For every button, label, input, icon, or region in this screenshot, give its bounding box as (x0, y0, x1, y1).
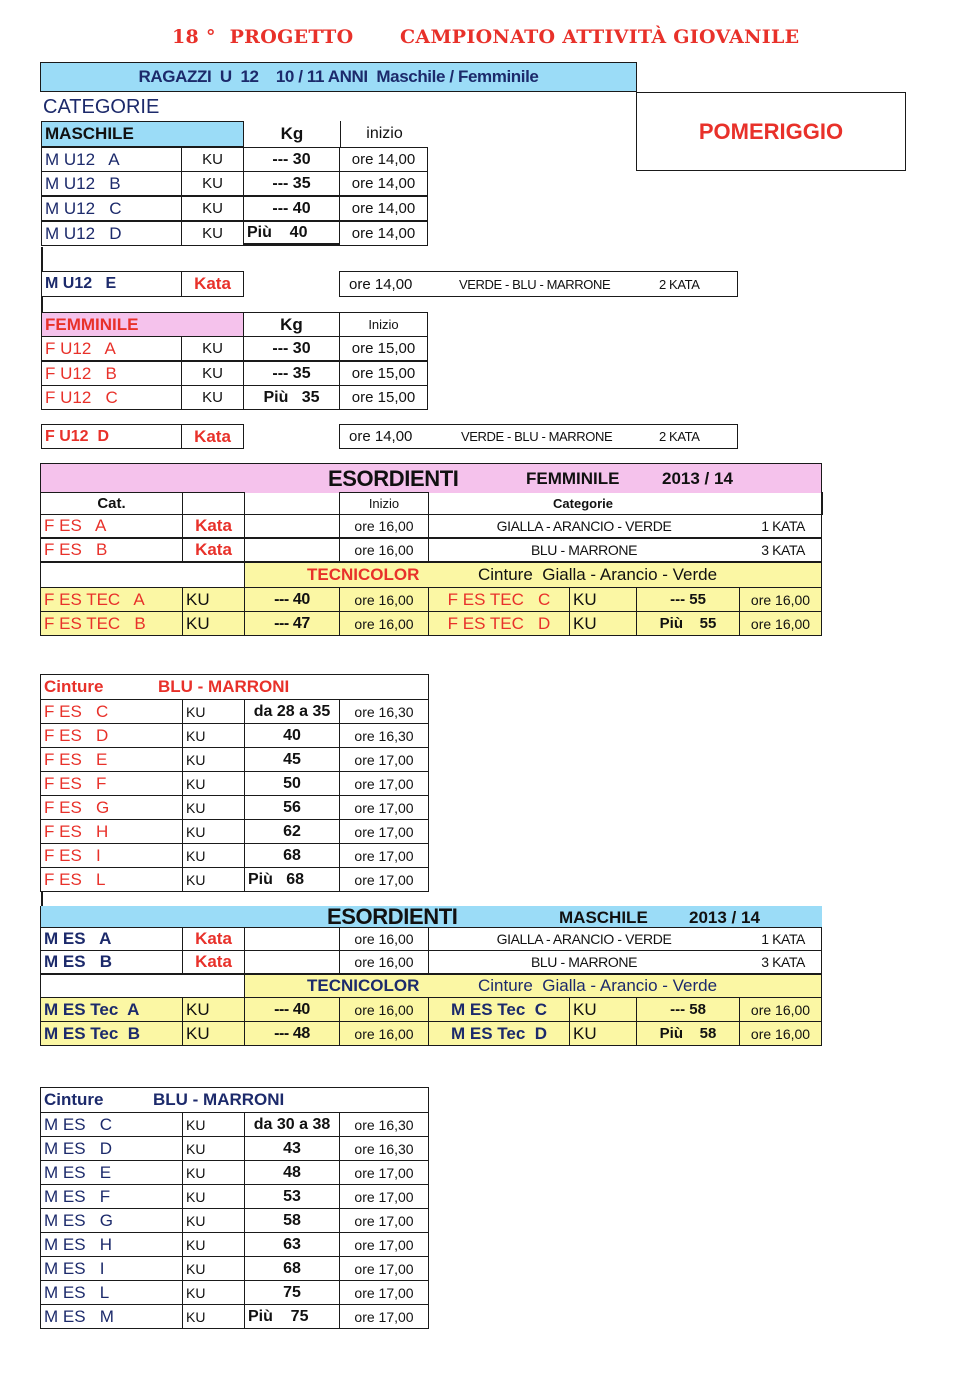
kg-cell: 75 (244, 1280, 340, 1305)
type-cell: KU (182, 1208, 245, 1233)
start-cell: ore 16,00 (739, 1021, 822, 1046)
kg-cell: 62 (244, 819, 340, 844)
type-cell: KU (182, 1184, 245, 1209)
empty-cell (244, 538, 340, 562)
start-cell: ore 16,00 (339, 1021, 429, 1046)
category-cell: M ES B (40, 950, 183, 974)
type-cell: KU (181, 221, 244, 246)
type-cell: Kata (181, 271, 244, 297)
start-cell: ore 17,00 (339, 819, 429, 844)
kata-details (428, 927, 822, 951)
category-cell: F ES C (40, 699, 183, 724)
start-cell: ore 16,00 (339, 538, 429, 562)
tecnicolor-label: TECNICOLOR (307, 976, 420, 995)
gender-label: FEMMINILE (526, 468, 620, 488)
category-cell: F ES TEC A (40, 587, 183, 612)
kg-cell: --- 58 (636, 997, 740, 1022)
kg-cell: Più 40 (243, 221, 340, 246)
belts-cell: VERDE - BLU - MARRONE (459, 276, 611, 292)
kg-cell: Più 68 (244, 867, 340, 892)
category-cell: M U12 C (41, 196, 182, 221)
type-cell: KU (181, 385, 244, 410)
type-cell: KU (182, 611, 245, 636)
start-cell: ore 16,30 (339, 723, 429, 748)
kg-header: Kg (243, 312, 340, 337)
category-cell: M ES H (40, 1232, 183, 1257)
kg-cell: 40 (244, 723, 340, 748)
type-cell: KU (182, 997, 245, 1022)
kg-cell: da 30 a 38 (244, 1112, 340, 1137)
start-cell: ore 17,00 (339, 1256, 429, 1281)
kata-count-cell: 3 KATA (761, 542, 805, 558)
kg-cell: Più 75 (244, 1304, 340, 1329)
kg-cell: 68 (244, 843, 340, 868)
type-cell: KU (182, 843, 245, 868)
start-cell: ore 16,00 (339, 950, 429, 974)
start-cell: ore 16,00 (339, 997, 429, 1022)
type-cell: KU (569, 997, 637, 1022)
kata-details (339, 424, 738, 449)
type-cell: KU (182, 1112, 245, 1137)
kg-cell: Più 35 (243, 385, 340, 410)
year-label: 2013 / 14 (689, 908, 760, 927)
belts-cell: BLU - MARRONE (530, 542, 638, 558)
category-cell: M ES Tec C (428, 997, 570, 1022)
cinture-label: Cinture (44, 1090, 104, 1109)
start-cell: ore 15,00 (339, 385, 428, 410)
category-cell: F U12 D (41, 424, 182, 449)
empty-cell (244, 492, 340, 515)
start-header: inizio (340, 121, 428, 147)
kg-cell: --- 47 (244, 611, 340, 636)
type-cell: KU (182, 1160, 245, 1185)
kg-cell: 68 (244, 1256, 340, 1281)
kg-cell: --- 30 (243, 147, 340, 172)
belts-cell: GIALLA - ARANCIO - VERDE (496, 518, 672, 534)
col-categories-header: Categorie (553, 496, 613, 511)
femminile-header: FEMMINILE (41, 312, 244, 337)
tecnicolor-belts: Cinture Gialla - Arancio - Verde (478, 565, 718, 584)
kg-cell: 56 (244, 795, 340, 820)
section-title: ESORDIENTI (328, 465, 459, 491)
col-start-header: Inizio (339, 492, 429, 515)
type-cell: KU (182, 867, 245, 892)
start-cell: ore 17,00 (339, 1280, 429, 1305)
start-cell: ore 16,00 (339, 587, 429, 612)
start-cell: ore 17,00 (339, 1160, 429, 1185)
type-cell: Kata (182, 950, 245, 974)
belts-cell: VERDE - BLU - MARRONE (461, 429, 613, 444)
kata-count-cell: 3 KATA (761, 954, 805, 970)
kata-count-cell: 2 KATA (659, 429, 700, 444)
type-cell: Kata (182, 927, 245, 951)
kata-details (428, 950, 822, 974)
kata-count-cell: 1 KATA (761, 518, 805, 534)
kg-cell: --- 55 (636, 587, 740, 612)
start-cell: ore 17,00 (339, 747, 429, 772)
cinture-belts: BLU - MARRONI (153, 1090, 285, 1109)
type-cell: Kata (181, 424, 244, 449)
kg-cell: --- 35 (243, 361, 340, 386)
category-cell: F U12 B (41, 361, 182, 386)
type-cell: Kata (182, 514, 245, 538)
kg-cell: --- 40 (243, 196, 340, 221)
empty-cell (244, 950, 340, 974)
category-cell: F ES F (40, 771, 183, 796)
start-cell: ore 17,00 (339, 1304, 429, 1329)
start-cell: ore 14,00 (349, 275, 413, 293)
type-cell: Kata (182, 538, 245, 562)
start-cell: ore 14,00 (339, 171, 428, 196)
category-cell: F U12 C (41, 385, 182, 410)
start-cell: ore 16,00 (739, 587, 822, 612)
kata-details (339, 271, 738, 297)
start-cell: ore 17,00 (339, 867, 429, 892)
type-cell: KU (181, 171, 244, 196)
category-cell: F ES A (40, 514, 183, 538)
kg-cell: --- 48 (244, 1021, 340, 1046)
esordienti-f-banner (40, 463, 822, 493)
type-cell: KU (181, 361, 244, 386)
gender-label: MASCHILE (559, 908, 648, 927)
start-cell: ore 15,00 (339, 336, 428, 361)
type-cell: KU (569, 611, 637, 636)
start-cell: ore 14,00 (339, 147, 428, 172)
start-cell: ore 14,00 (339, 196, 428, 221)
category-cell: M ES M (40, 1304, 183, 1329)
category-cell: M ES D (40, 1136, 183, 1161)
cinture-belts: BLU - MARRONI (158, 677, 290, 696)
category-cell: M ES Tec B (40, 1021, 183, 1046)
start-cell: ore 16,00 (739, 997, 822, 1022)
type-cell: KU (182, 1304, 245, 1329)
category-cell: M ES L (40, 1280, 183, 1305)
start-cell: ore 16,00 (339, 927, 429, 951)
category-cell: M ES Tec D (428, 1021, 570, 1046)
belts-cell: GIALLA - ARANCIO - VERDE (496, 931, 672, 947)
type-cell: KU (569, 587, 637, 612)
kata-count-cell: 2 KATA (659, 276, 700, 292)
start-cell: ore 17,00 (339, 843, 429, 868)
maschile-header: MASCHILE (41, 121, 244, 147)
esordienti-m-banner (40, 906, 822, 928)
start-cell: ore 14,00 (339, 221, 428, 246)
category-cell: F U12 A (41, 336, 182, 361)
empty-cell (40, 974, 245, 998)
type-cell: KU (182, 1136, 245, 1161)
start-cell: ore 17,00 (339, 771, 429, 796)
type-cell: KU (182, 771, 245, 796)
start-header: Inizio (339, 312, 428, 337)
category-cell: M ES A (40, 927, 183, 951)
start-cell: ore 17,00 (339, 1184, 429, 1209)
type-cell: KU (182, 795, 245, 820)
category-cell: F ES G (40, 795, 183, 820)
type-cell: KU (181, 336, 244, 361)
category-cell: F ES D (40, 723, 183, 748)
kg-cell: --- 40 (244, 997, 340, 1022)
document-title (0, 22, 975, 56)
kg-header: Kg (280, 124, 304, 143)
kata-count-cell: 1 KATA (761, 931, 805, 947)
cinture-label: Cinture (44, 677, 104, 696)
category-cell: M ES E (40, 1160, 183, 1185)
type-cell: KU (182, 747, 245, 772)
category-cell: M U12 D (41, 221, 182, 246)
category-cell: F ES TEC B (40, 611, 183, 636)
empty-cell (244, 927, 340, 951)
tecnicolor-banner (244, 974, 822, 998)
cinture-header (40, 674, 429, 700)
tecnicolor-label: TECNICOLOR (307, 565, 420, 584)
kg-cell: 43 (244, 1136, 340, 1161)
u12-banner: RAGAZZI U 12 10 / 11 ANNI Maschile / Femminile (40, 62, 637, 92)
kg-cell: 45 (244, 747, 340, 772)
category-cell: F ES E (40, 747, 183, 772)
belts-cell: BLU - MARRONE (530, 954, 638, 970)
categories-label: CATEGORIE (43, 95, 160, 118)
section-title: ESORDIENTI (327, 904, 458, 929)
title-progetto: 18 ° PROGETTO (172, 26, 354, 48)
category-cell: M ES G (40, 1208, 183, 1233)
col-cat-header: Cat. (40, 492, 183, 515)
start-cell: ore 16,30 (339, 1112, 429, 1137)
kg-cell: da 28 a 35 (244, 699, 340, 724)
kg-cell: 48 (244, 1160, 340, 1185)
kg-cell: 58 (244, 1208, 340, 1233)
start-cell: ore 17,00 (339, 795, 429, 820)
kg-cell: --- 30 (243, 336, 340, 361)
start-cell: ore 16,30 (339, 699, 429, 724)
category-cell: M ES Tec A (40, 997, 183, 1022)
start-cell: ore 17,00 (339, 1232, 429, 1257)
kg-cell: Più 58 (636, 1021, 740, 1046)
kg-cell: Più 55 (636, 611, 740, 636)
type-cell: KU (181, 147, 244, 172)
category-cell: F ES TEC C (428, 587, 570, 612)
tecnicolor-banner (244, 562, 822, 588)
category-cell: F ES TEC D (428, 611, 570, 636)
kg-cell: 53 (244, 1184, 340, 1209)
start-cell: ore 14,00 (349, 428, 413, 445)
session-label-pomeriggio: POMERIGGIO (636, 92, 906, 171)
type-cell: KU (181, 196, 244, 221)
type-cell: KU (182, 1232, 245, 1257)
type-cell: KU (182, 587, 245, 612)
kata-details (428, 514, 822, 538)
category-cell: M U12 E (41, 271, 182, 297)
tecnicolor-belts: Cinture Gialla - Arancio - Verde (478, 976, 718, 995)
type-cell: KU (182, 699, 245, 724)
category-cell: F ES I (40, 843, 183, 868)
kg-cell: 63 (244, 1232, 340, 1257)
empty-cell (182, 492, 245, 515)
type-cell: KU (182, 1280, 245, 1305)
start-cell: ore 16,00 (739, 611, 822, 636)
empty-cell (40, 562, 245, 588)
kg-cell: --- 35 (243, 171, 340, 196)
start-cell: ore 16,00 (339, 514, 429, 538)
cinture-header (40, 1087, 429, 1113)
kg-cell: 50 (244, 771, 340, 796)
empty-cell (244, 514, 340, 538)
start-cell: ore 17,00 (339, 1208, 429, 1233)
type-cell: KU (569, 1021, 637, 1046)
type-cell: KU (182, 1256, 245, 1281)
start-cell: ore 16,00 (339, 611, 429, 636)
start-cell: ore 15,00 (339, 361, 428, 386)
kata-details (428, 538, 822, 562)
category-cell: M ES F (40, 1184, 183, 1209)
title-campionato: CAMPIONATO ATTIVITÀ GIOVANILE (400, 26, 800, 48)
category-cell: M U12 B (41, 171, 182, 196)
category-cell: F ES H (40, 819, 183, 844)
category-cell: M ES I (40, 1256, 183, 1281)
category-cell: F ES L (40, 867, 183, 892)
type-cell: KU (182, 723, 245, 748)
year-label: 2013 / 14 (662, 468, 733, 488)
category-cell: M ES C (40, 1112, 183, 1137)
type-cell: KU (182, 1021, 245, 1046)
type-cell: KU (182, 819, 245, 844)
category-cell: F ES B (40, 538, 183, 562)
category-cell: M U12 A (41, 147, 182, 172)
start-cell: ore 16,30 (339, 1136, 429, 1161)
kg-cell: --- 40 (244, 587, 340, 612)
